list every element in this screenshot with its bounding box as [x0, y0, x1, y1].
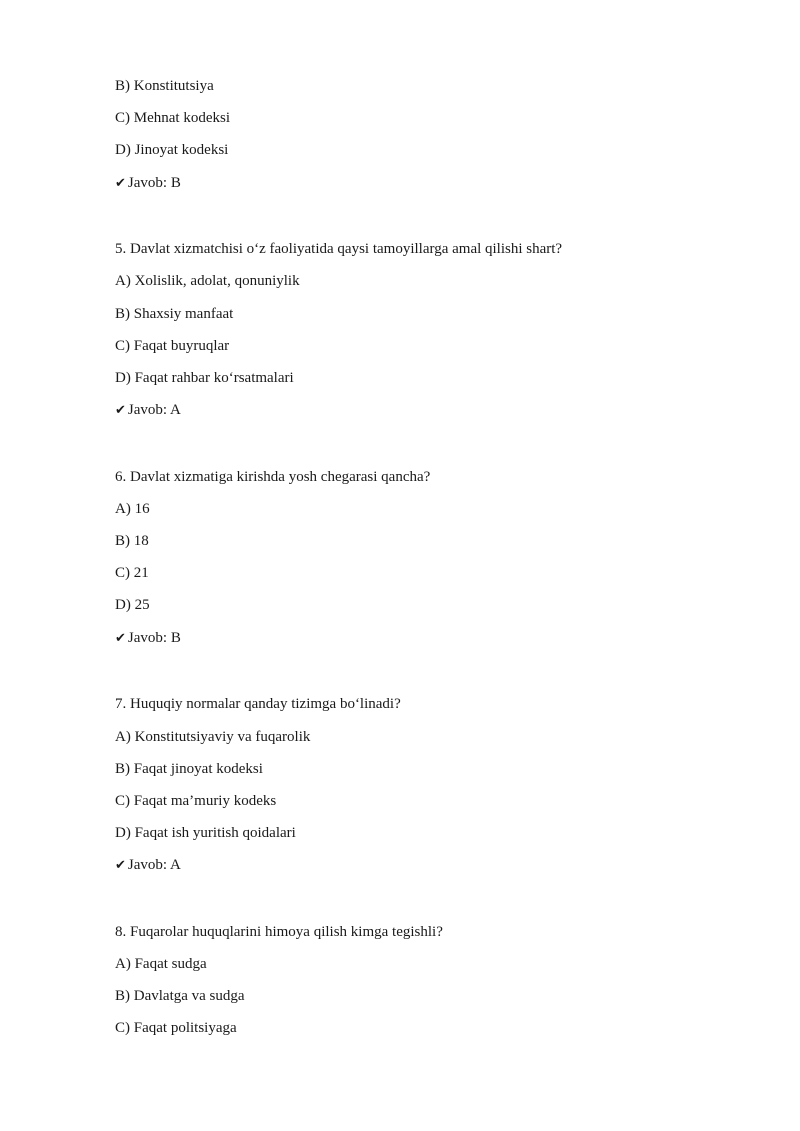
answer-option: C) Faqat ma’muriy kodeks — [115, 793, 277, 809]
answer-option: B) 18 — [115, 533, 149, 549]
answer-option: A) Faqat sudga — [115, 956, 207, 972]
correct-answer-text: Javob: A — [127, 402, 181, 418]
answer-option: D) Jinoyat kodeksi — [115, 142, 229, 158]
answer-option: C) 21 — [115, 565, 149, 581]
correct-answer — [115, 174, 181, 193]
correct-answer — [115, 856, 181, 875]
answer-option: B) Davlatga va sudga — [115, 988, 245, 1004]
checkmark-icon: ✔ — [115, 631, 126, 646]
answer-option: A) 16 — [115, 501, 150, 517]
correct-answer-text: Javob: B — [127, 630, 181, 646]
answer-option: A) Konstitutsiyaviy va fuqarolik — [115, 729, 311, 745]
answer-option: B) Konstitutsiya — [115, 78, 214, 94]
checkmark-icon: ✔ — [115, 858, 126, 873]
answer-option: D) Faqat ish yuritish qoidalari — [115, 825, 296, 841]
correct-answer-text: Javob: A — [127, 857, 181, 873]
answer-option: B) Shaxsiy manfaat — [115, 306, 234, 322]
question-text: 8. Fuqarolar huquqlarini himoya qilish kimga tegishli? — [115, 924, 443, 940]
answer-option: C) Mehnat kodeksi — [115, 110, 230, 126]
answer-option: C) Faqat politsiyaga — [115, 1020, 237, 1036]
answer-option: A) Xolislik, adolat, qonuniylik — [115, 273, 300, 289]
answer-option: D) Faqat rahbar ko‘rsatmalari — [115, 370, 294, 386]
answer-option: D) 25 — [115, 597, 150, 613]
question-text: 6. Davlat xizmatiga kirishda yosh chegarasi qancha? — [115, 469, 431, 485]
answer-option: B) Faqat jinoyat kodeksi — [115, 761, 263, 777]
checkmark-icon: ✔ — [115, 176, 126, 191]
correct-answer-text: Javob: B — [127, 175, 181, 191]
answer-option: C) Faqat buyruqlar — [115, 338, 230, 354]
correct-answer — [115, 629, 181, 648]
correct-answer — [115, 401, 181, 420]
question-text: 5. Davlat xizmatchisi o‘z faoliyatida qaysi tamoyillarga amal qilishi shart? — [115, 241, 563, 257]
question-text: 7. Huquqiy normalar qanday tizimga bo‘linadi? — [115, 696, 401, 712]
checkmark-icon: ✔ — [115, 403, 126, 418]
